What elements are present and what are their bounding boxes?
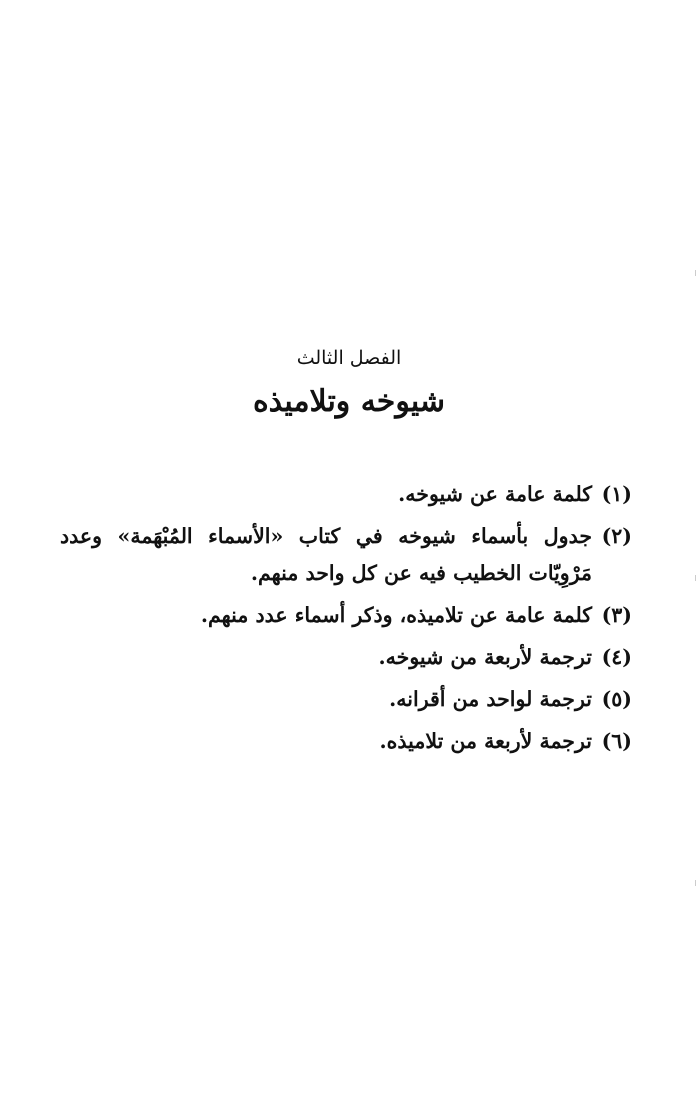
scan-edge-mark bbox=[695, 270, 696, 276]
item-number: (٣) bbox=[601, 603, 632, 627]
item-text: جدول بأسماء شيوخه في كتاب «الأسماء المُبْهَمة» وعدد مَرْوِيّات الخطيب فيه عن كل واحد منهم. bbox=[60, 524, 592, 585]
item-number: (٦) bbox=[601, 729, 632, 753]
scan-edge-mark bbox=[695, 880, 696, 886]
item-number: (٥) bbox=[601, 687, 632, 711]
item-number: (٤) bbox=[601, 645, 632, 669]
item-text: ترجمة لأربعة من شيوخه. bbox=[378, 645, 592, 669]
item-number: (١) bbox=[601, 482, 632, 506]
item-text: كلمة عامة عن شيوخه. bbox=[398, 482, 592, 506]
scan-edge-mark bbox=[695, 575, 696, 581]
list-item bbox=[60, 597, 632, 634]
list-item bbox=[60, 681, 632, 718]
item-number: (٢) bbox=[601, 524, 632, 548]
list-item bbox=[60, 476, 632, 513]
chapter-contents-list bbox=[60, 476, 632, 765]
item-text: ترجمة لأربعة من تلاميذه. bbox=[379, 729, 592, 753]
list-item bbox=[60, 518, 632, 592]
list-item bbox=[60, 723, 632, 760]
chapter-title: شيوخه وتلاميذه bbox=[252, 384, 446, 419]
list-item bbox=[60, 639, 632, 676]
chapter-label: الفصل الثالث bbox=[296, 347, 402, 369]
item-text: ترجمة لواحد من أقرانه. bbox=[389, 687, 592, 711]
item-text: كلمة عامة عن تلاميذه، وذكر أسماء عدد منهم. bbox=[200, 603, 592, 627]
